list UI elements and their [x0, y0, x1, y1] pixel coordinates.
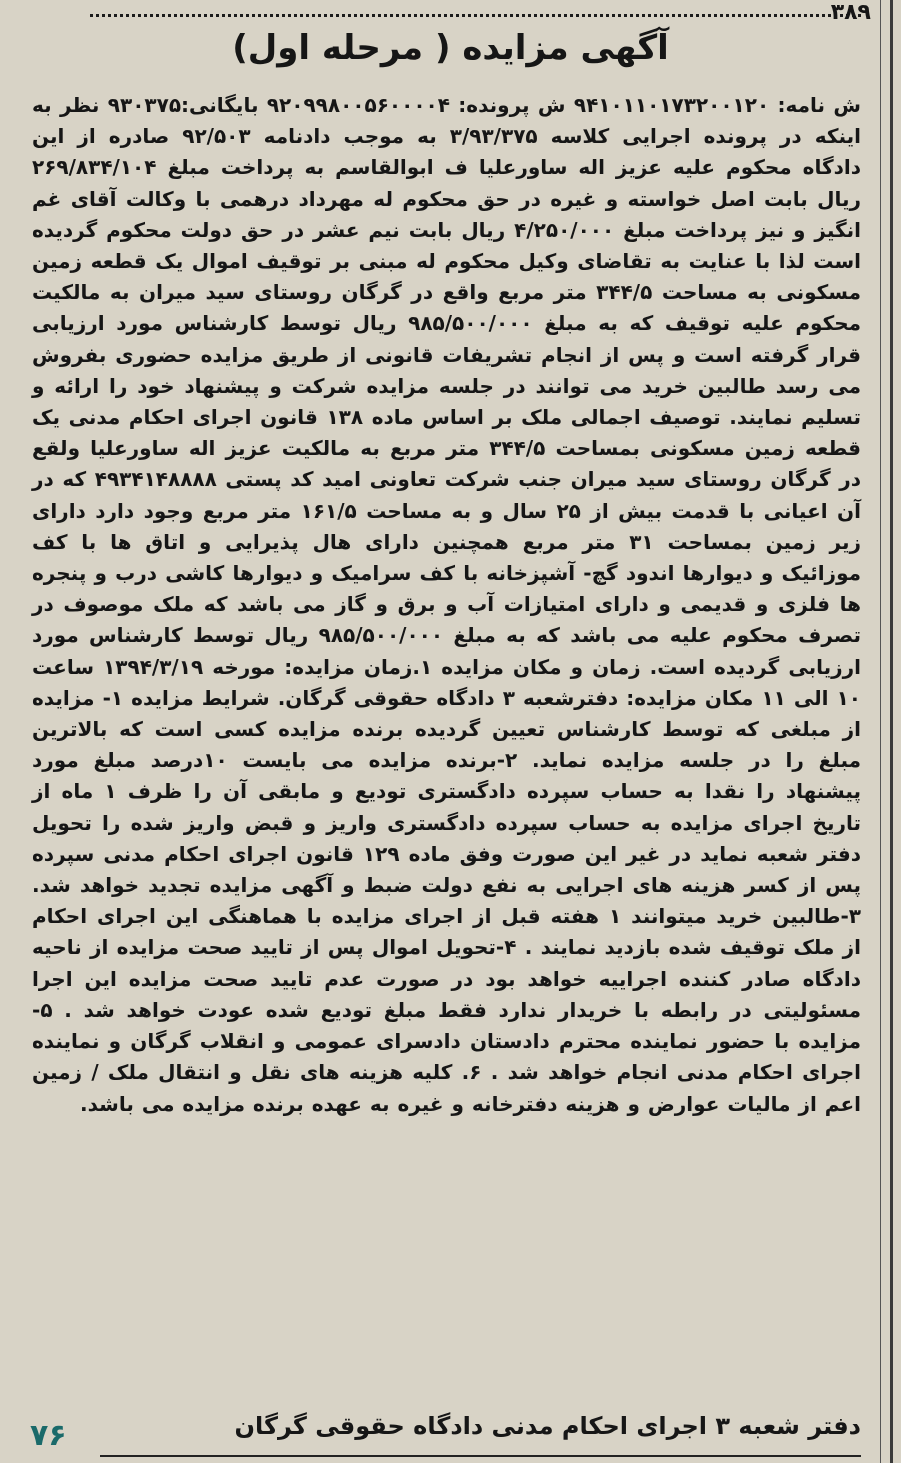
notice-title: آگهی مزایده ( مرحله اول)	[232, 28, 669, 68]
handwritten-mark: ۷۶	[30, 1418, 67, 1453]
notice-signature: دفتر شعبه ۳ اجرای احکام مدنی دادگاه حقوقی گرگان	[234, 1412, 861, 1440]
notice-body	[32, 90, 861, 1120]
page-number: ۳۸۹	[830, 0, 871, 25]
column-border	[890, 0, 893, 1463]
top-dotted-rule	[90, 14, 861, 17]
notice-body-text: ش نامه: ۹۴۱۰۱۱۰۱۷۳۲۰۰۱۲۰ ش پرونده: ۹۲۰۹۹۸۰۰۵۶۰۰۰۰۴ بایگانی:۹۳۰۳۷۵ نظر به اینکه در پرونده اجرایی کلاسه ۳/۹۳/۳۷۵ به موجب دادنامه ۹۲/۵۰۳ صادره از این دادگاه محکوم علیه عزیز اله ساورعلیا ف ابوالقاسم به پرداخت مبلغ ۲۶۹/۸۳۴/۱۰۴ ریال بابت اصل خواسته و غیره در حق محکوم له مهرداد درهمی با وکالت آقای غم انگیز و نیز پرداخت مبلغ ۴/۲۵۰/۰۰۰ ریال بابت نیم عشر در حق دولت محکوم گردیده است لذا با عنایت به تقاضای وکیل محکوم له مبنی بر توقیف اموال یک قطعه زمین مسکونی به مساحت ۳۴۴/۵ متر مربع واقع در گرگان روستای سید میران به مالکیت محکوم علیه توقیف که به مبلغ ۹۸۵/۵۰۰/۰۰۰ ریال توسط کارشناس مورد ارزیابی قرار گرفته است و پس از انجام تشریفات قانونی از طریق مزایده حضوری بفروش می رسد طالبین خرید می توانند در جلسه مزایده شرکت و پیشنهاد خود را ارائه و تسلیم نمایند. توصیف اجمالی ملک بر اساس ماده ۱۳۸ قانون اجرای احکام مدنی یک قطعه زمین مسکونی بمساحت ۳۴۴/۵ متر مربع به مالکیت عزیز اله ساورعلیا ولقع در گرگان روستای سید میران جنب شرکت تعاونی امید کد پستی ۴۹۳۴۱۴۸۸۸۸ که در آن اعیانی با قدمت بیش از ۲۵ سال و به مساحت ۱۶۱/۵ متر مربع وجود دارد دارای زیر زمین بمساحت ۳۱ متر مربع همچنین دارای هال پذیرایی و اتاق ها با کف موزائیک و دیوارها اندود گچ- آشپزخانه با کف سرامیک و دیوارها کاشی درب و پنجره ها فلزی و قدیمی و دارای امتیازات آب و برق و گاز می باشد که ملک موصوف در تصرف محکوم علیه می باشد که به مبلغ ۹۸۵/۵۰۰/۰۰۰ ریال توسط کارشناس مورد ارزیابی گردیده است. زمان و مکان مزایده ۱.زمان مزایده: مورخه ۱۳۹۴/۳/۱۹ ساعت ۱۰ الی ۱۱ مکان مزایده: دفترشعبه ۳ دادگاه حقوقی گرگان. شرایط مزایده ۱- مزایده از مبلغی که توسط کارشناس تعیین گردیده برنده مزایده کسی است که بالاترین مبلغ را در جلسه مزایده نماید. ۲-برنده مزایده می بایست ۱۰درصد مبلغ مورد پیشنهاد را نقدا به حساب سپرده دادگستری تودیع و مابقی آن را ظرف ۱ ماه از تاریخ اجرای مزایده به حساب سپرده دادگستری واریز و قبض واریز شده را تحویل دفتر شعبه نماید در غیر این صورت وفق ماده ۱۲۹ قانون اجرای احکام مدنی سپرده پس از کسر هزینه های اجرایی به نفع دولت ضبط و آگهی مزایده تجدید خواهد شد. ۳-طالبین خرید میتوانند ۱ هفته قبل از اجرای مزایده با هماهنگی این اجرای احکام از ملک توقیف شده بازدید نمایند . ۴-تحویل اموال پس از تایید صحت مزایده از ناحیه دادگاه صادر کننده اجراییه خواهد بود در صورت عدم تایید صحت مزایده این اجرا مسئولیتی در رابطه با خریدار ندارد فقط مبلغ تودیع شده عودت خواهد شد . ۵- مزایده با حضور نماینده محترم دادستان دادسرای عمومی و انقلاب گرگان و نماینده اجرای احکام مدنی انجام خواهد شد . ۶. کلیه هزینه های نقل و انتقال ملک / زمین اعم از مالیات عوارض و هزینه دفترخانه و غیره به عهده برنده مزایده می باشد.	[32, 93, 862, 1116]
column-border-inner	[880, 0, 881, 1463]
bottom-rule	[100, 1455, 861, 1457]
